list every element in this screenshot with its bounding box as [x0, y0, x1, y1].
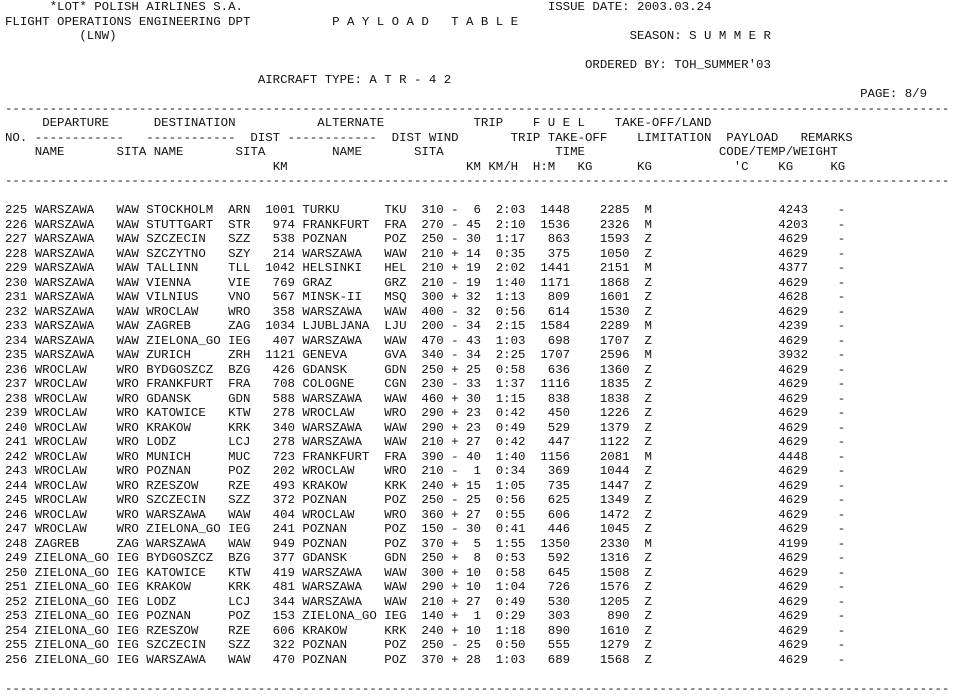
table-body: [5, 203, 949, 667]
table-row: 243 WROCLAW WRO POZNAN POZ 202 WROCLAW WRO 210 - 1 0:34 369 1044 Z 4629 -: [5, 464, 949, 479]
column-header-line-2: [5, 131, 949, 146]
table-row: 225 WARSZAWA WAW STOCKHOLM ARN 1001 TURKU TKU 310 - 6 2:03 1448 2285 M 4243 -: [5, 203, 949, 218]
table-row: 250 ZIELONA_GO IEG KATOWICE KTW 419 WARSZAWA WAW 300 + 10 0:58 645 1508 Z 4629 -: [5, 566, 949, 581]
header-line-1: [5, 0, 949, 15]
column-header-text-4: KM KM KM/H H:M KG KG 'C KG KG: [273, 160, 846, 174]
table-row: 240 WROCLAW WRO KRAKOW KRK 340 WARSZAWA WAW 290 + 23 0:49 529 1379 Z 4629 -: [5, 421, 949, 436]
payload-table-document: [5, 0, 949, 696]
blank-line: [5, 189, 949, 204]
table-row: 246 WROCLAW WRO WARSZAWA WAW 404 WROCLAW WRO 360 + 27 0:55 606 1472 Z 4629 -: [5, 508, 949, 523]
table-row: 247 WROCLAW WRO ZIELONA_GO IEG 241 POZNAN POZ 150 - 30 0:41 446 1045 Z 4629 -: [5, 522, 949, 537]
table-row: 251 ZIELONA_GO IEG KRAKOW KRK 481 WARSZAWA WAW 290 + 10 1:04 726 1576 Z 4629 -: [5, 580, 949, 595]
column-header-line-4: [5, 160, 949, 175]
table-row: 254 ZIELONA_GO IEG RZESZOW RZE 606 KRAKOW KRK 240 + 10 1:18 890 1610 Z 4629 -: [5, 624, 949, 639]
table-row: 244 WROCLAW WRO RZESZOW RZE 493 KRAKOW KRK 240 + 15 1:05 735 1447 Z 4629 -: [5, 479, 949, 494]
header-line-7: [5, 87, 949, 102]
table-row: 226 WARSZAWA WAW STUTTGART STR 974 FRANKFURT FRA 270 - 45 2:10 1536 2326 M 4203 -: [5, 218, 949, 233]
table-row: 245 WROCLAW WRO SZCZECIN SZZ 372 POZNAN POZ 250 - 25 0:56 625 1349 Z 4629 -: [5, 493, 949, 508]
document-title: P A Y L O A D T A B L E: [332, 15, 518, 29]
header-line-6: [5, 73, 949, 88]
table-row: 234 WARSZAWA WAW ZIELONA_GO IEG 407 WARSZAWA WAW 470 - 43 1:03 698 1707 Z 4629 -: [5, 334, 949, 349]
header-line-3: [5, 29, 949, 44]
table-row: 233 WARSZAWA WAW ZAGREB ZAG 1034 LJUBLJANA LJU 200 - 34 2:15 1584 2289 M 4239 -: [5, 319, 949, 334]
ordered-by: ORDERED BY: TOH_SUMMER'03: [585, 58, 771, 72]
table-row: 235 WARSZAWA WAW ZURICH ZRH 1121 GENEVA GVA 340 - 34 2:25 1707 2596 M 3932 -: [5, 348, 949, 363]
table-row: 252 ZIELONA_GO IEG LODZ LCJ 344 WARSZAWA WAW 210 + 27 0:49 530 1205 Z 4629 -: [5, 595, 949, 610]
table-row: 227 WARSZAWA WAW SZCZECIN SZZ 538 POZNAN POZ 250 - 30 1:17 863 1593 Z 4629 -: [5, 232, 949, 247]
column-header-text-1: DEPARTURE DESTINATION ALTERNATE TRIP F U E L TAKE-OFF/LAND: [42, 116, 711, 130]
page-number: PAGE: 8/9: [860, 87, 927, 101]
office-code: (LNW): [79, 29, 116, 43]
company-name: *LOT* POLISH AIRLINES S.A.: [50, 0, 243, 14]
column-header-text-3: NAME SITA NAME SITA NAME SITA TIME CODE/TEMP/WEIGHT: [35, 145, 838, 159]
header-line-2: [5, 15, 949, 30]
table-row: 237 WROCLAW WRO FRANKFURT FRA 708 COLOGNE CGN 230 - 33 1:37 1116 1835 Z 4629 -: [5, 377, 949, 392]
column-header-line-3: [5, 145, 949, 160]
column-header-line-1: [5, 116, 949, 131]
aircraft-type: AIRCRAFT TYPE: A T R - 4 2: [258, 73, 451, 87]
top-rule: -------------------------------------------------------------------------------------------------------------------------------: [5, 102, 949, 117]
issue-date: ISSUE DATE: 2003.03.24: [548, 0, 712, 14]
column-header-text-2: NO. ------------ ------------ DIST ------------ DIST WIND TRIP TAKE-OFF LIMITATION PAYLOAD REMARKS: [5, 131, 853, 145]
header-rule: -------------------------------------------------------------------------------------------------------------------------------: [5, 174, 949, 189]
table-row: 242 WROCLAW WRO MUNICH MUC 723 FRANKFURT FRA 390 - 40 1:40 1156 2081 M 4448 -: [5, 450, 949, 465]
table-row: 241 WROCLAW WRO LODZ LCJ 278 WARSZAWA WAW 210 + 27 0:42 447 1122 Z 4629 -: [5, 435, 949, 450]
table-row: 255 ZIELONA_GO IEG SZCZECIN SZZ 322 POZNAN POZ 250 - 25 0:50 555 1279 Z 4629 -: [5, 638, 949, 653]
table-row: 249 ZIELONA_GO IEG BYDGOSZCZ BZG 377 GDANSK GDN 250 + 8 0:53 592 1316 Z 4629 -: [5, 551, 949, 566]
department-name: FLIGHT OPERATIONS ENGINEERING DPT: [5, 15, 250, 29]
season-label: SEASON: S U M M E R: [630, 29, 771, 43]
table-row: 256 ZIELONA_GO IEG WARSZAWA WAW 470 POZNAN POZ 370 + 28 1:03 689 1568 Z 4629 -: [5, 653, 949, 668]
table-row: 232 WARSZAWA WAW WROCLAW WRO 358 WARSZAWA WAW 400 - 32 0:56 614 1530 Z 4629 -: [5, 305, 949, 320]
table-row: 231 WARSZAWA WAW VILNIUS VNO 567 MINSK-II MSQ 300 + 32 1:13 809 1601 Z 4628 -: [5, 290, 949, 305]
table-row: 238 WROCLAW WRO GDANSK GDN 588 WARSZAWA WAW 460 + 30 1:15 838 1838 Z 4629 -: [5, 392, 949, 407]
table-row: 230 WARSZAWA WAW VIENNA VIE 769 GRAZ GRZ 210 - 19 1:40 1171 1868 Z 4629 -: [5, 276, 949, 291]
table-row: 236 WROCLAW WRO BYDGOSZCZ BZG 426 GDANSK GDN 250 + 25 0:58 636 1360 Z 4629 -: [5, 363, 949, 378]
bottom-rule: -------------------------------------------------------------------------------------------------------------------------------: [5, 682, 949, 696]
table-row: 239 WROCLAW WRO KATOWICE KTW 278 WROCLAW WRO 290 + 23 0:42 450 1226 Z 4629 -: [5, 406, 949, 421]
blank-line: [5, 44, 949, 59]
table-row: 229 WARSZAWA WAW TALLINN TLL 1042 HELSINKI HEL 210 + 19 2:02 1441 2151 M 4377 -: [5, 261, 949, 276]
table-row: 248 ZAGREB ZAG WARSZAWA WAW 949 POZNAN POZ 370 + 5 1:55 1350 2330 M 4199 -: [5, 537, 949, 552]
table-row: 228 WARSZAWA WAW SZCZYTNO SZY 214 WARSZAWA WAW 210 + 14 0:35 375 1050 Z 4629 -: [5, 247, 949, 262]
blank-line: [5, 667, 949, 682]
header-line-5: [5, 58, 949, 73]
table-row: 253 ZIELONA_GO IEG POZNAN POZ 153 ZIELONA_GO IEG 140 + 1 0:29 303 890 Z 4629 -: [5, 609, 949, 624]
